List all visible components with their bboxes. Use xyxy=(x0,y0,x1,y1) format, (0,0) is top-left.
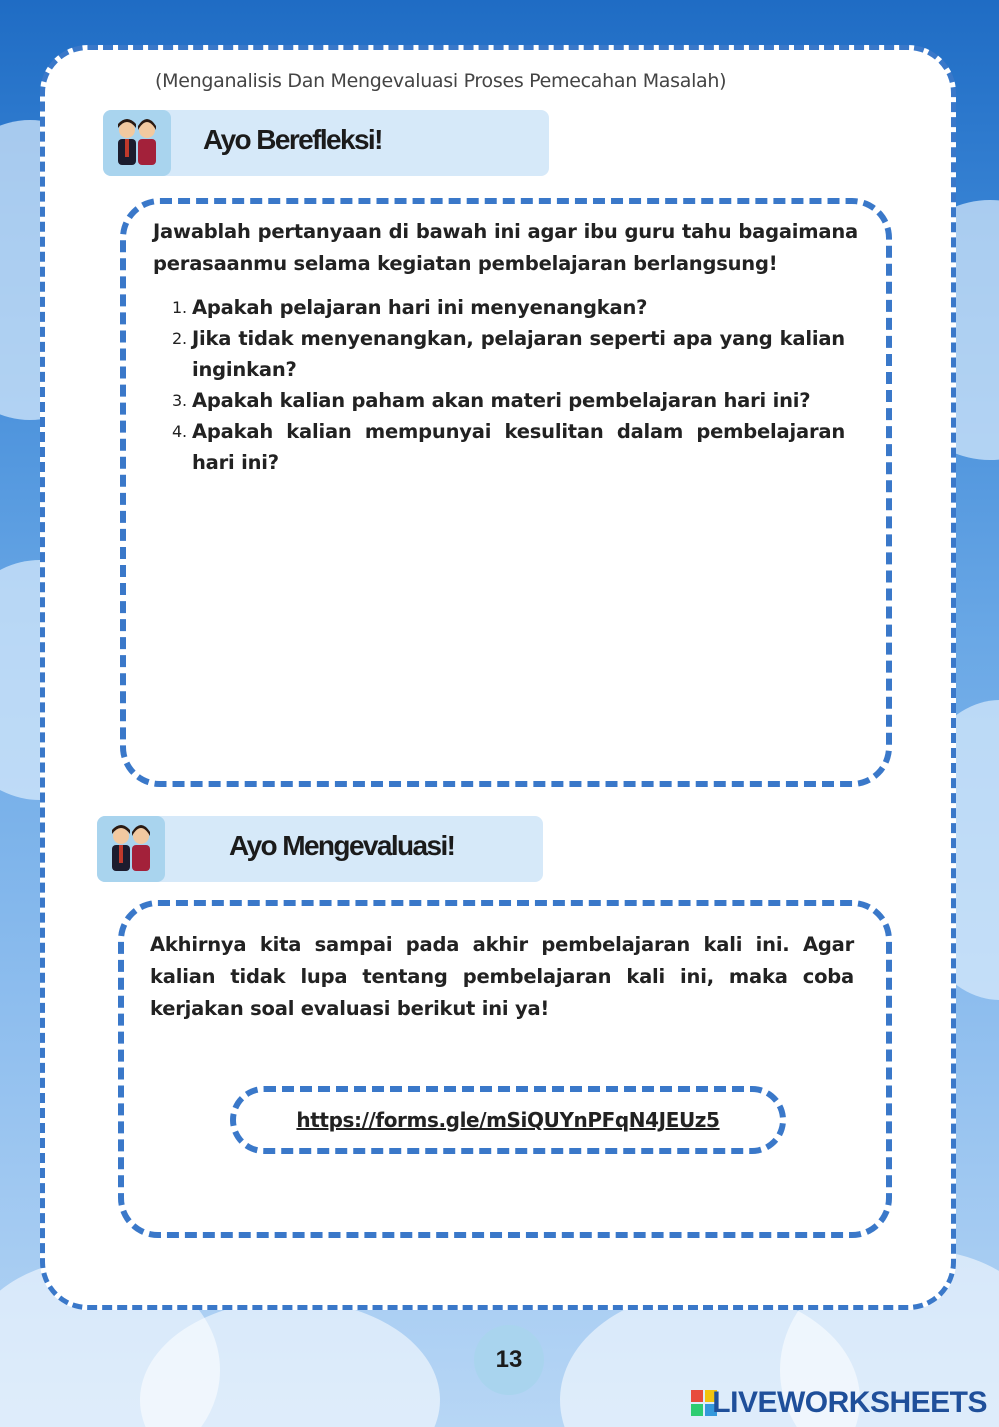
reflect-questions xyxy=(172,292,845,478)
question-item: 3. Apakah kalian paham akan materi pembelajaran hari ini? xyxy=(172,389,811,412)
evaluation-form-link[interactable]: https://forms.gle/mSiQUYnPFqN4JEUz5 xyxy=(296,1108,720,1132)
form-link-box xyxy=(230,1086,786,1154)
evaluate-header xyxy=(97,816,543,882)
students-icon xyxy=(103,110,171,176)
reflect-intro: Jawablah pertanyaan di bawah ini agar ibu guru tahu bagaimana perasaanmu selama kegiatan pembelajaran berlangsung! xyxy=(153,220,858,275)
reflect-box xyxy=(120,198,892,787)
question-item: 4. Apakah kalian mempunyai kesulitan dalam pembelajaran hari ini? xyxy=(172,420,845,474)
reflect-header xyxy=(103,110,549,176)
students-avatar xyxy=(103,110,171,176)
page-number: 13 xyxy=(474,1325,544,1395)
students-avatar xyxy=(97,816,165,882)
question-item: 1. Apakah pelajaran hari ini menyenangkan? xyxy=(172,296,648,319)
evaluate-intro: Akhirnya kita sampai pada akhir pembelajaran kali ini. Agar kalian tidak lupa tentang pembelajaran kali ini, maka coba kerjakan soal evaluasi berikut ini ya! xyxy=(150,933,854,1020)
page-subtitle: (Menganalisis Dan Mengevaluasi Proses Pemecahan Masalah) xyxy=(155,70,727,92)
brand-name[interactable]: LIVEWORKSHEETS xyxy=(712,1386,987,1419)
evaluate-title: Ayo Mengevaluasi! xyxy=(229,830,455,861)
question-item: 2. Jika tidak menyenangkan, pelajaran seperti apa yang kalian inginkan? xyxy=(172,327,845,381)
reflect-title: Ayo Berefleksi! xyxy=(203,124,382,155)
students-icon xyxy=(97,816,165,882)
